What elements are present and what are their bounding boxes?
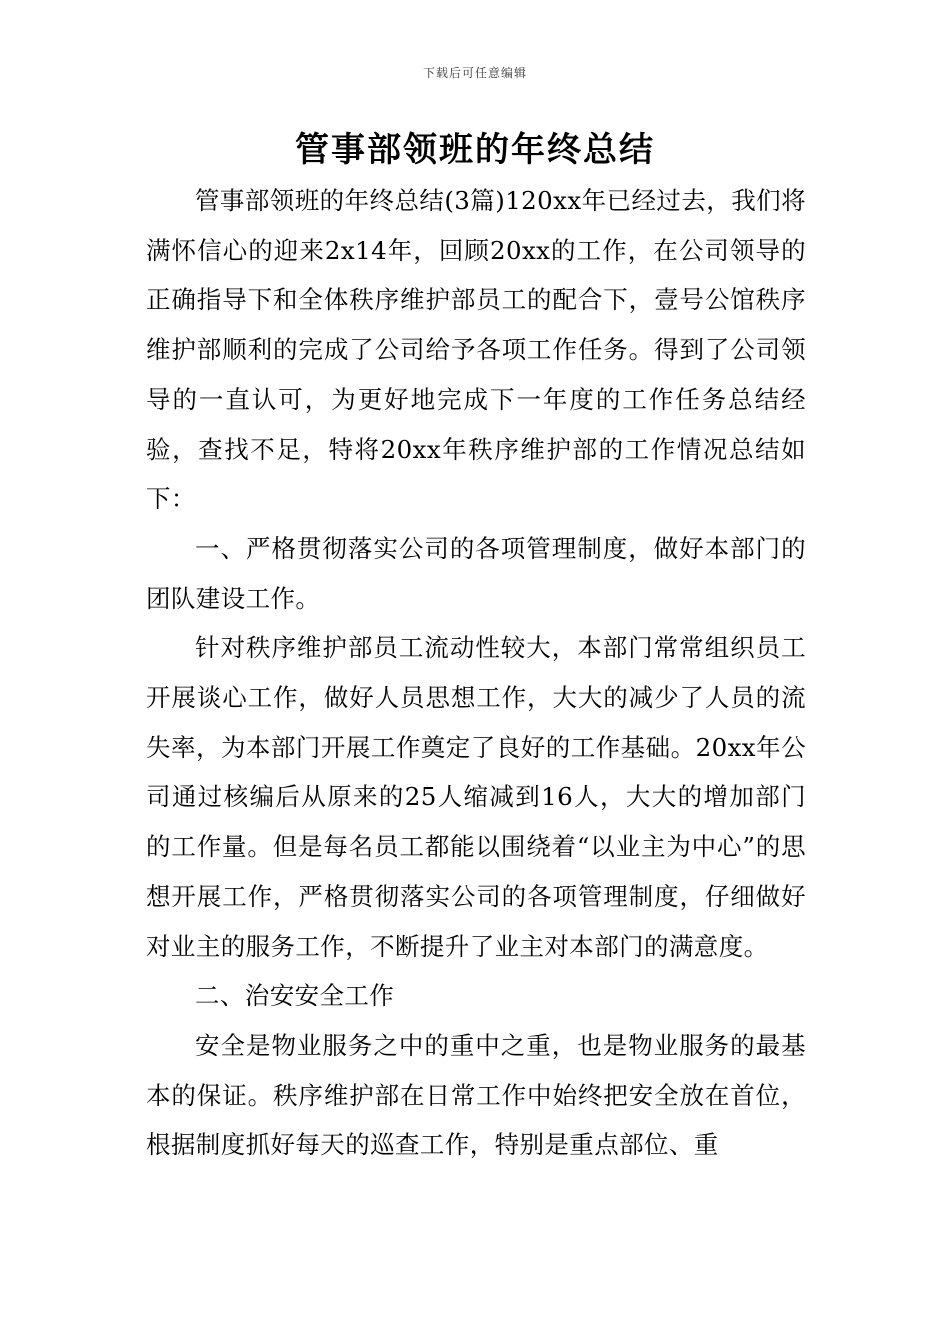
paragraph-safety: 安全是物业服务之中的重中之重，也是物业服务的最基本的保证。秩序维护部在日常工作中始终把安全放在首位，根据制度抓好每天的巡查工作，特别是重点部位、重: [146, 1030, 806, 1160]
header-note: 下载后可任意编辑: [422, 66, 527, 80]
section-heading-2: 二、治安安全工作: [195, 981, 395, 1011]
paragraph-intro: 管事部领班的年终总结(3篇)120xx年已经过去，我们将满怀信心的迎来2x14年，回顾20xx的工作，在公司领导的正确指导下和全体秩序维护部员工的配合下，壹号公馆秩序维护部顺利的完成了公司给予各项工作任务。得到了公司领导的一直认可，为更好地完成下一年度的工作任务总结经验，查找不足，特将20xx年秩序维护部的工作情况总结如下：: [146, 186, 806, 514]
document-body: [146, 176, 806, 1170]
section-heading-1: 一、严格贯彻落实公司的各项管理制度，做好本部门的团队建设工作。: [146, 533, 806, 613]
document-title: 管事部领班的年终总结: [295, 130, 655, 170]
paragraph-staffing: 针对秩序维护部员工流动性较大，本部门常常组织员工开展谈心工作，做好人员思想工作，大大的减少了人员的流失率，为本部门开展工作奠定了良好的工作基础。20xx年公司通过核编后从原来的25人缩减到16人，大大的增加部门的工作量。但是每名员工都能以围绕着“以业主为中心”的思想开展工作，严格贯彻落实公司的各项管理制度，仔细做好对业主的服务工作，不断提升了业主对本部门的满意度。: [146, 633, 806, 961]
